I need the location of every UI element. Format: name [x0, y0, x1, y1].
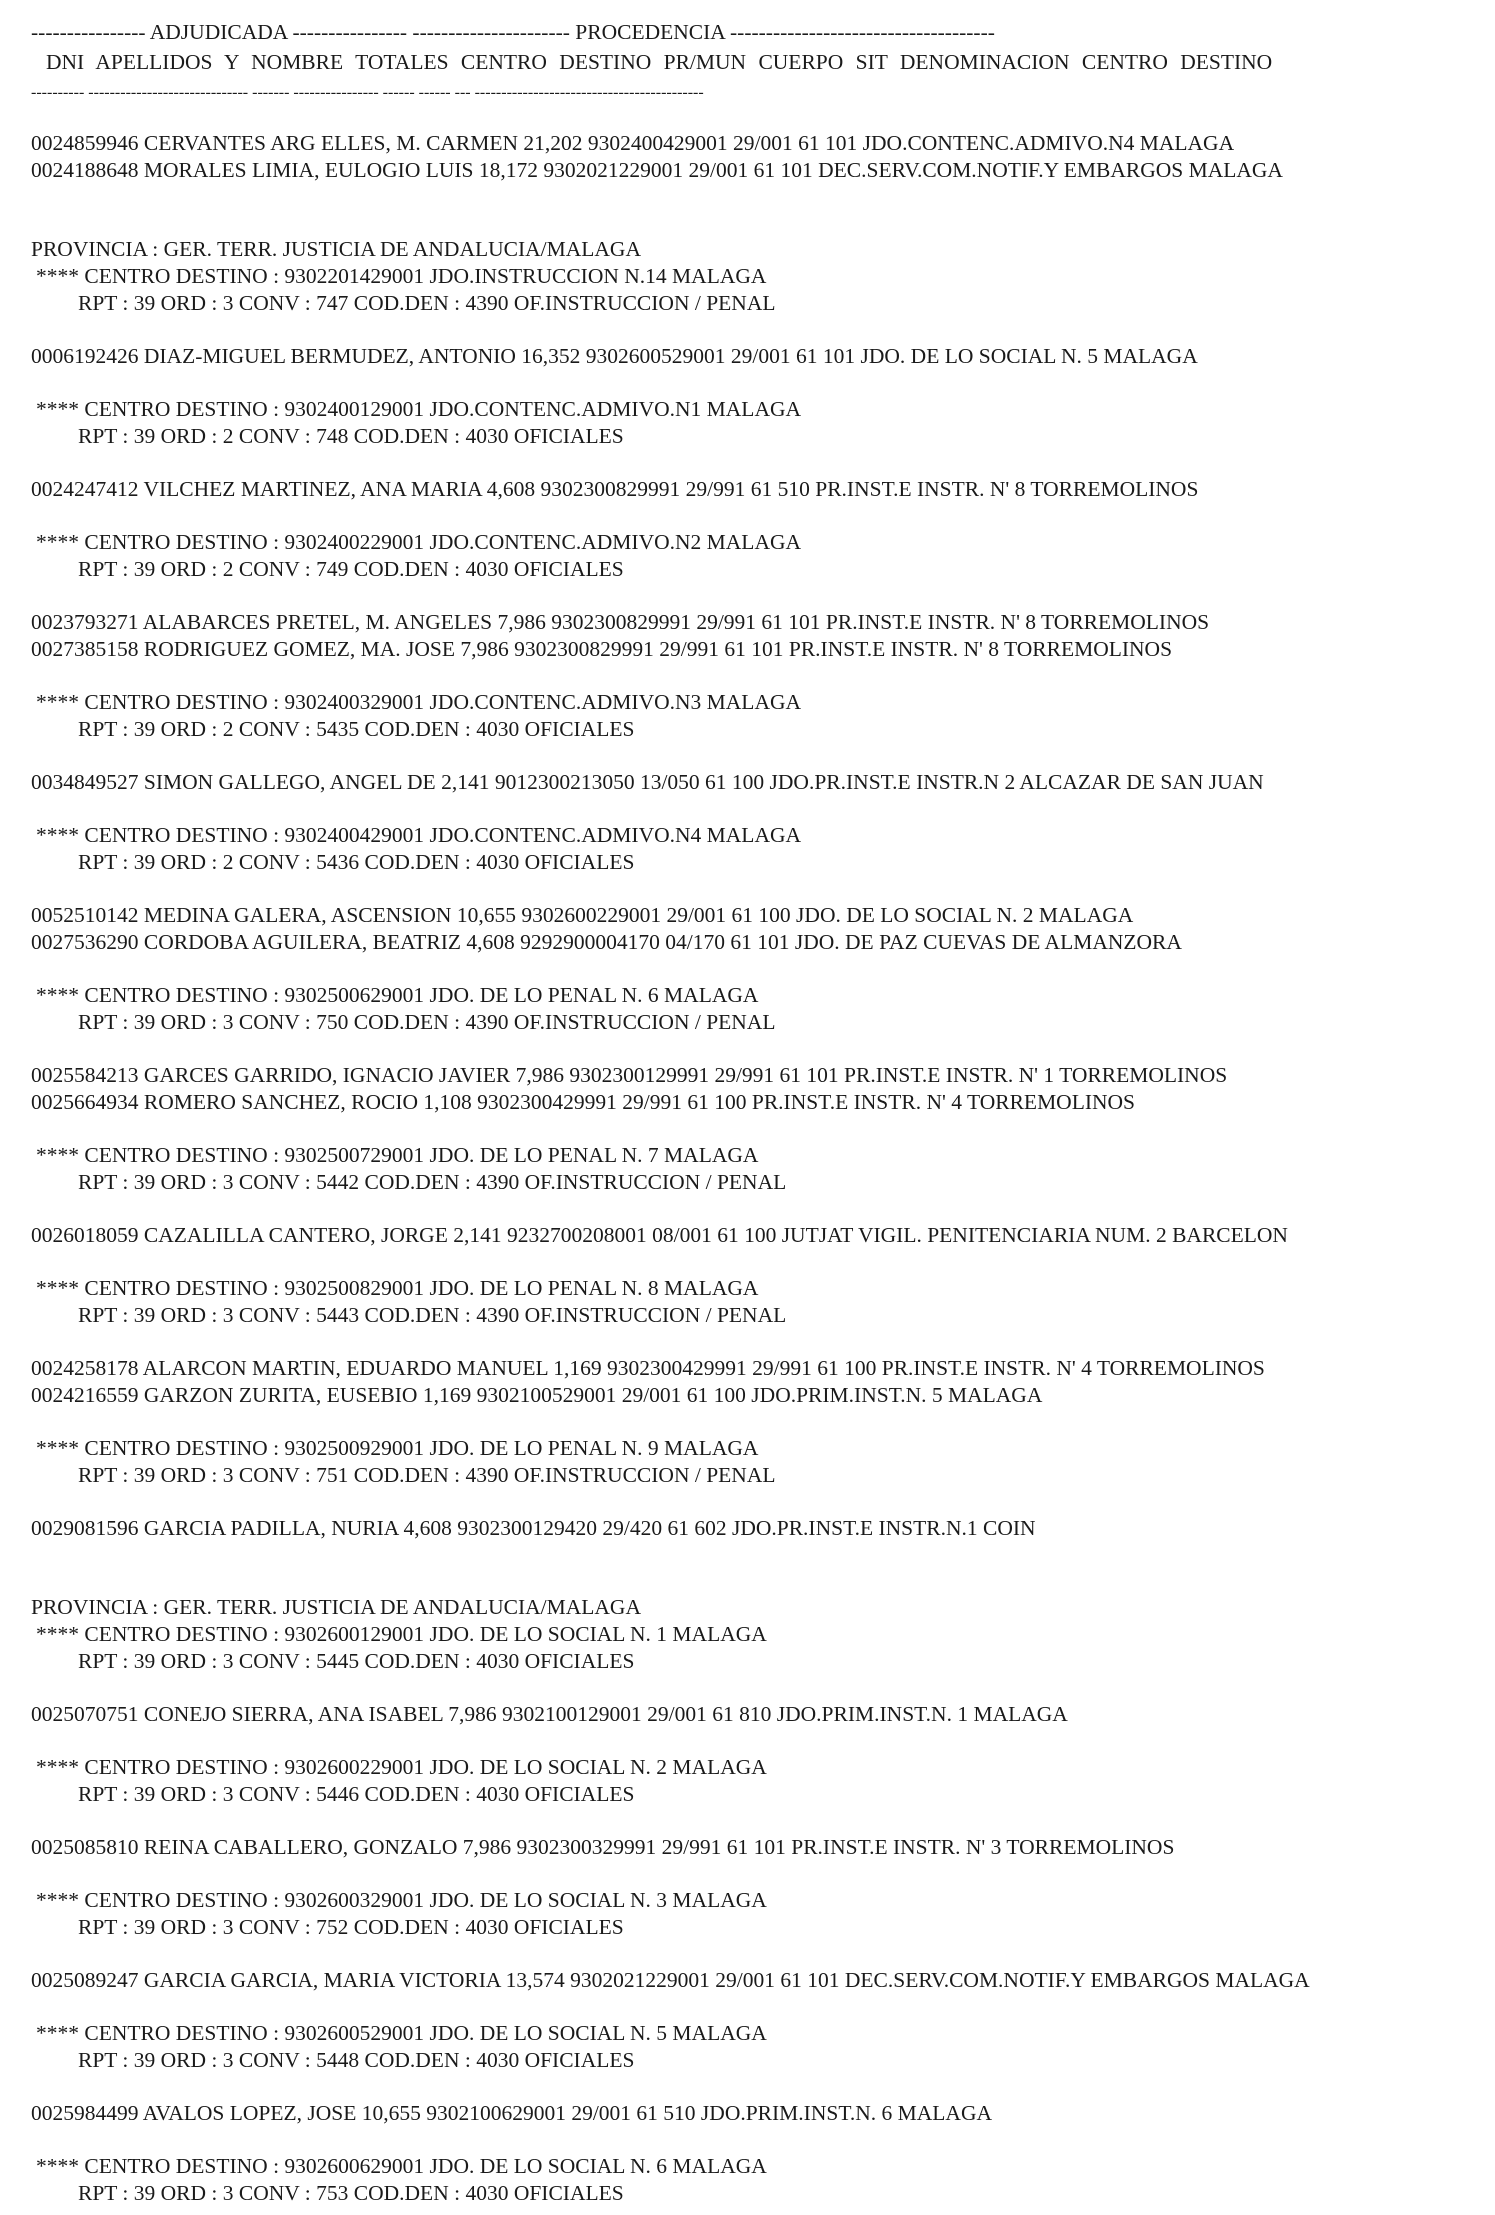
record-row: 0024188648 MORALES LIMIA, EULOGIO LUIS 18,172 9302021229001 29/001 61 101 DEC.SERV.COM.NOTIF.Y EMBARGOS MALAGA — [31, 158, 1283, 182]
header-columns-line: DNI APELLIDOS Y NOMBRE TOTALES CENTRO DESTINO PR/MUN CUERPO SIT DENOMINACION CENTRO DESTINO — [46, 50, 1273, 74]
centro-destino-line: **** CENTRO DESTINO : 9302400129001 JDO.CONTENC.ADMIVO.N1 MALAGA — [36, 397, 802, 421]
rpt-line: RPT : 39 ORD : 2 CONV : 749 COD.DEN : 4030 OFICIALES — [78, 557, 624, 581]
centro-destino-line: **** CENTRO DESTINO : 9302600329001 JDO. DE LO SOCIAL N. 3 MALAGA — [36, 1888, 767, 1912]
record-row: 0025984499 AVALOS LOPEZ, JOSE 10,655 9302100629001 29/001 61 510 JDO.PRIM.INST.N. 6 MALAGA — [31, 2101, 992, 2125]
province-line: PROVINCIA : GER. TERR. JUSTICIA DE ANDALUCIA/MALAGA — [31, 237, 641, 261]
record-row: 0026018059 CAZALILLA CANTERO, JORGE 2,141 9232700208001 08/001 61 100 JUTJAT VIGIL. PENITENCIARIA NUM. 2 BARCELON — [31, 1223, 1288, 1247]
rpt-line: RPT : 39 ORD : 3 CONV : 5446 COD.DEN : 4030 OFICIALES — [78, 1782, 635, 1806]
centro-destino-line: **** CENTRO DESTINO : 9302600129001 JDO. DE LO SOCIAL N. 1 MALAGA — [36, 1622, 767, 1646]
centro-destino-line: **** CENTRO DESTINO : 9302400229001 JDO.CONTENC.ADMIVO.N2 MALAGA — [36, 530, 802, 554]
rpt-line: RPT : 39 ORD : 3 CONV : 751 COD.DEN : 4390 OF.INSTRUCCION / PENAL — [78, 1463, 776, 1487]
centro-destino-line: **** CENTRO DESTINO : 9302500629001 JDO. DE LO PENAL N. 6 MALAGA — [36, 983, 759, 1007]
record-row: 0024859946 CERVANTES ARG ELLES, M. CARMEN 21,202 9302400429001 29/001 61 101 JDO.CONTENC.ADMIVO.N4 MALAGA — [31, 131, 1235, 155]
record-row: 0027536290 CORDOBA AGUILERA, BEATRIZ 4,608 9292900004170 04/170 61 101 JDO. DE PAZ CUEVAS DE ALMANZORA — [31, 930, 1182, 954]
centro-destino-line: **** CENTRO DESTINO : 9302600229001 JDO. DE LO SOCIAL N. 2 MALAGA — [36, 1755, 767, 1779]
rpt-line: RPT : 39 ORD : 3 CONV : 5445 COD.DEN : 4030 OFICIALES — [78, 1649, 635, 1673]
centro-destino-line: **** CENTRO DESTINO : 9302201429001 JDO.INSTRUCCION N.14 MALAGA — [36, 264, 767, 288]
header-group-line: ---------------- ADJUDICADA ---------------- ---------------------- PROCEDENCIA ------------------------------------- — [31, 20, 995, 44]
rpt-line: RPT : 39 ORD : 3 CONV : 750 COD.DEN : 4390 OF.INSTRUCCION / PENAL — [78, 1010, 776, 1034]
record-row: 0025070751 CONEJO SIERRA, ANA ISABEL 7,986 9302100129001 29/001 61 810 JDO.PRIM.INST.N. 1 MALAGA — [31, 1702, 1068, 1726]
rpt-line: RPT : 39 ORD : 2 CONV : 5436 COD.DEN : 4030 OFICIALES — [78, 850, 635, 874]
record-row: 0025085810 REINA CABALLERO, GONZALO 7,986 9302300329991 29/991 61 101 PR.INST.E INSTR. N' 3 TORREMOLINOS — [31, 1835, 1175, 1859]
record-row: 0025664934 ROMERO SANCHEZ, ROCIO 1,108 9302300429991 29/991 61 100 PR.INST.E INSTR. N' 4 TORREMOLINOS — [31, 1090, 1136, 1114]
province-line: PROVINCIA : GER. TERR. JUSTICIA DE ANDALUCIA/MALAGA — [31, 1595, 641, 1619]
record-row: 0025584213 GARCES GARRIDO, IGNACIO JAVIER 7,986 9302300129991 29/991 61 101 PR.INST.E INSTR. N' 1 TORREMOLINOS — [31, 1063, 1228, 1087]
record-row: 0024216559 GARZON ZURITA, EUSEBIO 1,169 9302100529001 29/001 61 100 JDO.PRIM.INST.N. 5 MALAGA — [31, 1383, 1043, 1407]
rpt-line: RPT : 39 ORD : 2 CONV : 748 COD.DEN : 4030 OFICIALES — [78, 424, 624, 448]
rpt-line: RPT : 39 ORD : 3 CONV : 5442 COD.DEN : 4390 OF.INSTRUCCION / PENAL — [78, 1170, 787, 1194]
record-row: 0023793271 ALABARCES PRETEL, M. ANGELES 7,986 9302300829991 29/991 61 101 PR.INST.E INSTR. N' 8 TORREMOLINOS — [31, 610, 1210, 634]
centro-destino-line: **** CENTRO DESTINO : 9302400329001 JDO.CONTENC.ADMIVO.N3 MALAGA — [36, 690, 802, 714]
rpt-line: RPT : 39 ORD : 2 CONV : 5435 COD.DEN : 4030 OFICIALES — [78, 717, 635, 741]
centro-destino-line: **** CENTRO DESTINO : 9302400429001 JDO.CONTENC.ADMIVO.N4 MALAGA — [36, 823, 802, 847]
record-row: 0025089247 GARCIA GARCIA, MARIA VICTORIA 13,574 9302021229001 29/001 61 101 DEC.SERV.COM.NOTIF.Y EMBARGOS MALAGA — [31, 1968, 1310, 1992]
rpt-line: RPT : 39 ORD : 3 CONV : 5448 COD.DEN : 4030 OFICIALES — [78, 2048, 635, 2072]
record-row: 0024258178 ALARCON MARTIN, EDUARDO MANUEL 1,169 9302300429991 29/991 61 100 PR.INST.E INSTR. N' 4 TORREMOLINOS — [31, 1356, 1265, 1380]
rpt-line: RPT : 39 ORD : 3 CONV : 753 COD.DEN : 4030 OFICIALES — [78, 2181, 624, 2205]
record-row: 0029081596 GARCIA PADILLA, NURIA 4,608 9302300129420 29/420 61 602 JDO.PR.INST.E INSTR.N.1 COIN — [31, 1516, 1036, 1540]
record-row: 0024247412 VILCHEZ MARTINEZ, ANA MARIA 4,608 9302300829991 29/991 61 510 PR.INST.E INSTR. N' 8 TORREMOLINOS — [31, 477, 1199, 501]
centro-destino-line: **** CENTRO DESTINO : 9302500729001 JDO. DE LO PENAL N. 7 MALAGA — [36, 1143, 759, 1167]
header-rule-line: ---------- ------------------------------ ------- ---------------- ------ ------ --- ------------------------------------------- — [31, 84, 704, 101]
centro-destino-line: **** CENTRO DESTINO : 9302500929001 JDO. DE LO PENAL N. 9 MALAGA — [36, 1436, 759, 1460]
record-row: 0034849527 SIMON GALLEGO, ANGEL DE 2,141 9012300213050 13/050 61 100 JDO.PR.INST.E INSTR.N 2 ALCAZAR DE SAN JUAN — [31, 770, 1264, 794]
record-row: 0006192426 DIAZ-MIGUEL BERMUDEZ, ANTONIO 16,352 9302600529001 29/001 61 101 JDO. DE LO SOCIAL N. 5 MALAGA — [31, 344, 1198, 368]
rpt-line: RPT : 39 ORD : 3 CONV : 752 COD.DEN : 4030 OFICIALES — [78, 1915, 624, 1939]
record-row: 0052510142 MEDINA GALERA, ASCENSION 10,655 9302600229001 29/001 61 100 JDO. DE LO SOCIAL N. 2 MALAGA — [31, 903, 1134, 927]
rpt-line: RPT : 39 ORD : 3 CONV : 5443 COD.DEN : 4390 OF.INSTRUCCION / PENAL — [78, 1303, 787, 1327]
rpt-line: RPT : 39 ORD : 3 CONV : 747 COD.DEN : 4390 OF.INSTRUCCION / PENAL — [78, 291, 776, 315]
record-row: 0027385158 RODRIGUEZ GOMEZ, MA. JOSE 7,986 9302300829991 29/991 61 101 PR.INST.E INSTR. N' 8 TORREMOLINOS — [31, 637, 1173, 661]
centro-destino-line: **** CENTRO DESTINO : 9302600529001 JDO. DE LO SOCIAL N. 5 MALAGA — [36, 2021, 767, 2045]
centro-destino-line: **** CENTRO DESTINO : 9302500829001 JDO. DE LO PENAL N. 8 MALAGA — [36, 1276, 759, 1300]
centro-destino-line: **** CENTRO DESTINO : 9302600629001 JDO. DE LO SOCIAL N. 6 MALAGA — [36, 2154, 767, 2178]
